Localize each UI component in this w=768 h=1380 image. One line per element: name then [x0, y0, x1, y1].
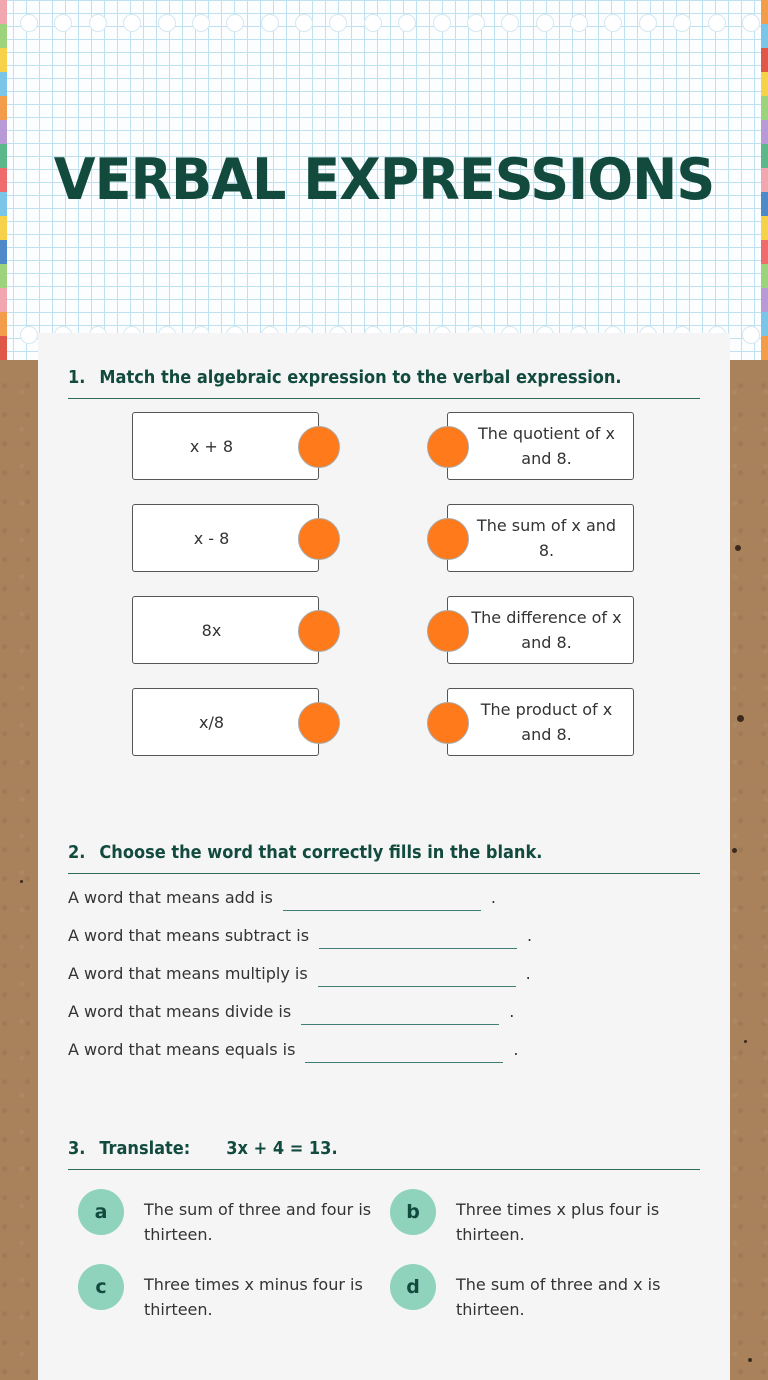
- match-dot-left-3[interactable]: [298, 610, 340, 652]
- cork-speck: [732, 848, 737, 853]
- fill-blank-text: A word that means equals is: [68, 1040, 296, 1059]
- match-dot-left-4[interactable]: [298, 702, 340, 744]
- blank-input[interactable]: [305, 1042, 503, 1063]
- question-2-title: [68, 842, 700, 874]
- question-1-title: [68, 367, 700, 399]
- match-left-label: x - 8: [193, 528, 230, 548]
- match-dot-left-2[interactable]: [298, 518, 340, 560]
- fill-blank-text: A word that means subtract is: [68, 926, 310, 945]
- question-1-number: 1.: [68, 367, 86, 388]
- match-dot-right-2[interactable]: [427, 518, 469, 560]
- match-right-label: The product of x and 8.: [480, 700, 613, 744]
- match-dot-right-1[interactable]: [427, 426, 469, 468]
- sentence-period: .: [525, 964, 531, 983]
- match-right-label: The quotient of x and 8.: [478, 424, 615, 468]
- choice-c[interactable]: [78, 1264, 378, 1324]
- sentence-period: .: [513, 1040, 519, 1059]
- fill-blank-row: [68, 1040, 519, 1064]
- sentence-period: .: [527, 926, 533, 945]
- fill-blank-text: A word that means multiply is: [68, 964, 308, 983]
- fill-blank-row: [68, 1002, 514, 1026]
- choice-b[interactable]: [390, 1189, 690, 1249]
- match-dot-right-3[interactable]: [427, 610, 469, 652]
- choice-d[interactable]: [390, 1264, 690, 1324]
- match-right-box-2[interactable]: [447, 504, 634, 572]
- cork-speck: [744, 1040, 747, 1043]
- choice-badge-d: d: [390, 1264, 436, 1310]
- match-left-box-1[interactable]: [132, 412, 319, 480]
- match-right-label: The difference of x and 8.: [471, 608, 622, 652]
- blank-input[interactable]: [319, 928, 517, 949]
- question-3-equation: 3x + 4 = 13.: [226, 1138, 338, 1159]
- choice-text: The sum of three and x is thirteen.: [456, 1275, 661, 1319]
- question-2-number: 2.: [68, 842, 86, 863]
- fill-blank-text: A word that means divide is: [68, 1002, 292, 1021]
- cork-speck: [737, 715, 744, 722]
- fill-blank-row: [68, 964, 531, 988]
- question-1-prompt: Match the algebraic expression to the verbal expression.: [99, 367, 622, 388]
- match-dot-left-1[interactable]: [298, 426, 340, 468]
- choice-text: The sum of three and four is thirteen.: [144, 1200, 372, 1244]
- fill-blank-row: [68, 888, 496, 912]
- sentence-period: .: [490, 888, 496, 907]
- choice-badge-b: b: [390, 1189, 436, 1235]
- choice-text: Three times x minus four is thirteen.: [144, 1275, 363, 1319]
- fill-blank-row: [68, 926, 532, 950]
- match-dot-right-4[interactable]: [427, 702, 469, 744]
- question-2-prompt: Choose the word that correctly fills in the blank.: [99, 842, 543, 863]
- question-3-title: [68, 1138, 700, 1170]
- choice-badge-a: a: [78, 1189, 124, 1235]
- match-left-label: x/8: [198, 712, 225, 732]
- match-right-box-1[interactable]: [447, 412, 634, 480]
- header-banner: [0, 0, 768, 360]
- page-title: VERBAL EXPRESSIONS: [53, 146, 715, 213]
- match-left-label: 8x: [201, 620, 222, 640]
- cork-speck: [20, 880, 23, 883]
- cork-speck: [735, 545, 741, 551]
- fill-blank-text: A word that means add is: [68, 888, 273, 907]
- question-3-number: 3.: [68, 1138, 86, 1159]
- sentence-period: .: [509, 1002, 515, 1021]
- paper-holes-top: [20, 14, 760, 32]
- choice-text: Three times x plus four is thirteen.: [456, 1200, 660, 1244]
- match-left-box-4[interactable]: [132, 688, 319, 756]
- choice-a[interactable]: [78, 1189, 378, 1249]
- blank-input[interactable]: [283, 890, 481, 911]
- worksheet-paper: [38, 333, 730, 1380]
- match-right-box-4[interactable]: [447, 688, 634, 756]
- cork-speck: [748, 1358, 752, 1362]
- match-right-label: The sum of x and 8.: [476, 516, 617, 560]
- match-left-label: x + 8: [189, 436, 234, 456]
- match-left-box-2[interactable]: [132, 504, 319, 572]
- match-right-box-3[interactable]: [447, 596, 634, 664]
- match-left-box-3[interactable]: [132, 596, 319, 664]
- question-3-prompt: Translate:: [99, 1138, 191, 1159]
- blank-input[interactable]: [301, 1004, 499, 1025]
- blank-input[interactable]: [318, 966, 516, 987]
- choice-badge-c: c: [78, 1264, 124, 1310]
